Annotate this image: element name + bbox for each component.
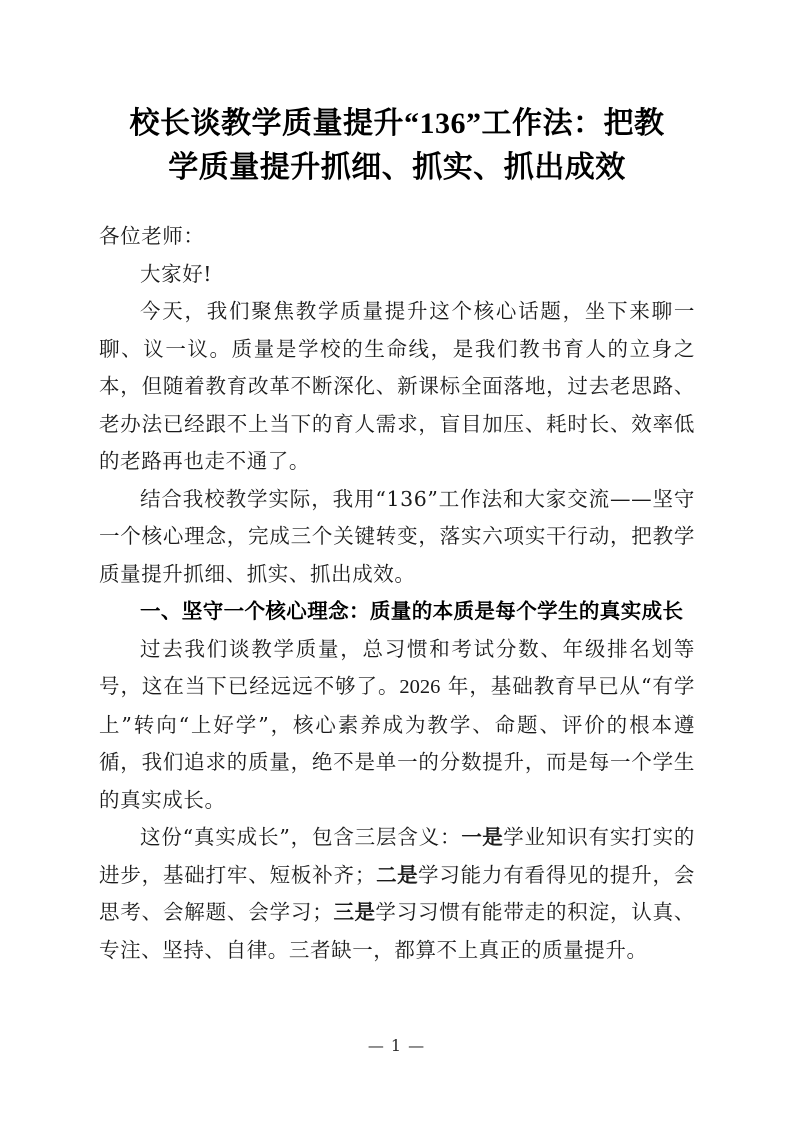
document-text-block bbox=[99, 218, 695, 969]
three-meanings-marker-2: 二是 bbox=[375, 863, 419, 887]
three-meanings-marker-3: 三是 bbox=[333, 901, 376, 924]
salutation: 各位老师： bbox=[99, 224, 205, 248]
paragraph-quality-essence-part-2: 年，基础教育早已从“有学上”转向“上好学”，核心素养成为教学、命题、评价的根本遵循，我们追求的质量，绝不是单一的分数提升，而是每一个学生的真实成长。 bbox=[99, 674, 695, 812]
page-title bbox=[99, 0, 695, 190]
greeting: 大家好! bbox=[140, 261, 213, 286]
three-meanings-marker-1: 一是 bbox=[461, 826, 504, 849]
paragraph-intro: 今天，我们聚焦教学质量提升这个核心话题，坐下来聊一聊、议一议。质量是学校的生命线，是我们教书育人的立身之本，但随着教育改革不断深化、新课标全面落地，过去老思路、老办法已经跟不上当下的育人需求，盲目加压、耗时长、效率低的老路再也走不通了。 bbox=[99, 299, 695, 473]
paragraph-quality-essence-part-1: 过去我们谈教学质量，总习惯和考试分数、年级排名划等号，这在当下已经远远不够了。 bbox=[99, 636, 695, 698]
page-number-footer: — 1 — bbox=[367, 1036, 426, 1055]
three-meanings-text-2: 学习能力有看得见的提升，会思考、会解题、会学习； bbox=[99, 862, 695, 924]
paragraph-136-method: 结合我校教学实际，我用“136”工作法和大家交流——坚守一个核心理念，完成三个关键转变，落实六项实干行动，把教学质量提升抓细、抓实、抓出成效。 bbox=[99, 486, 695, 586]
paragraph-quality-essence bbox=[99, 631, 695, 820]
three-meanings-lead: 这份“真实成长”，包含三层含义： bbox=[140, 825, 462, 849]
paragraph-three-meanings bbox=[99, 819, 695, 969]
page-title-line-2: 学质量提升抓细、抓实、抓出成效 bbox=[168, 151, 626, 184]
three-meanings-text-1: 学业知识有实打实的进步，基础打牢、短板补齐； bbox=[99, 825, 696, 887]
page-title-line-1: 校长谈教学质量提升“136”工作法：把教 bbox=[129, 107, 665, 140]
year-value: 2026 bbox=[399, 676, 441, 698]
document-body bbox=[99, 0, 695, 969]
three-meanings-text-3: 学习习惯有能带走的积淀，认真、专注、坚持、自律。三者缺一，都算不上真正的质量提升。 bbox=[99, 900, 696, 962]
section-heading-one: 一、坚守一个核心理念：质量的本质是每个学生的真实成长 bbox=[140, 600, 684, 623]
